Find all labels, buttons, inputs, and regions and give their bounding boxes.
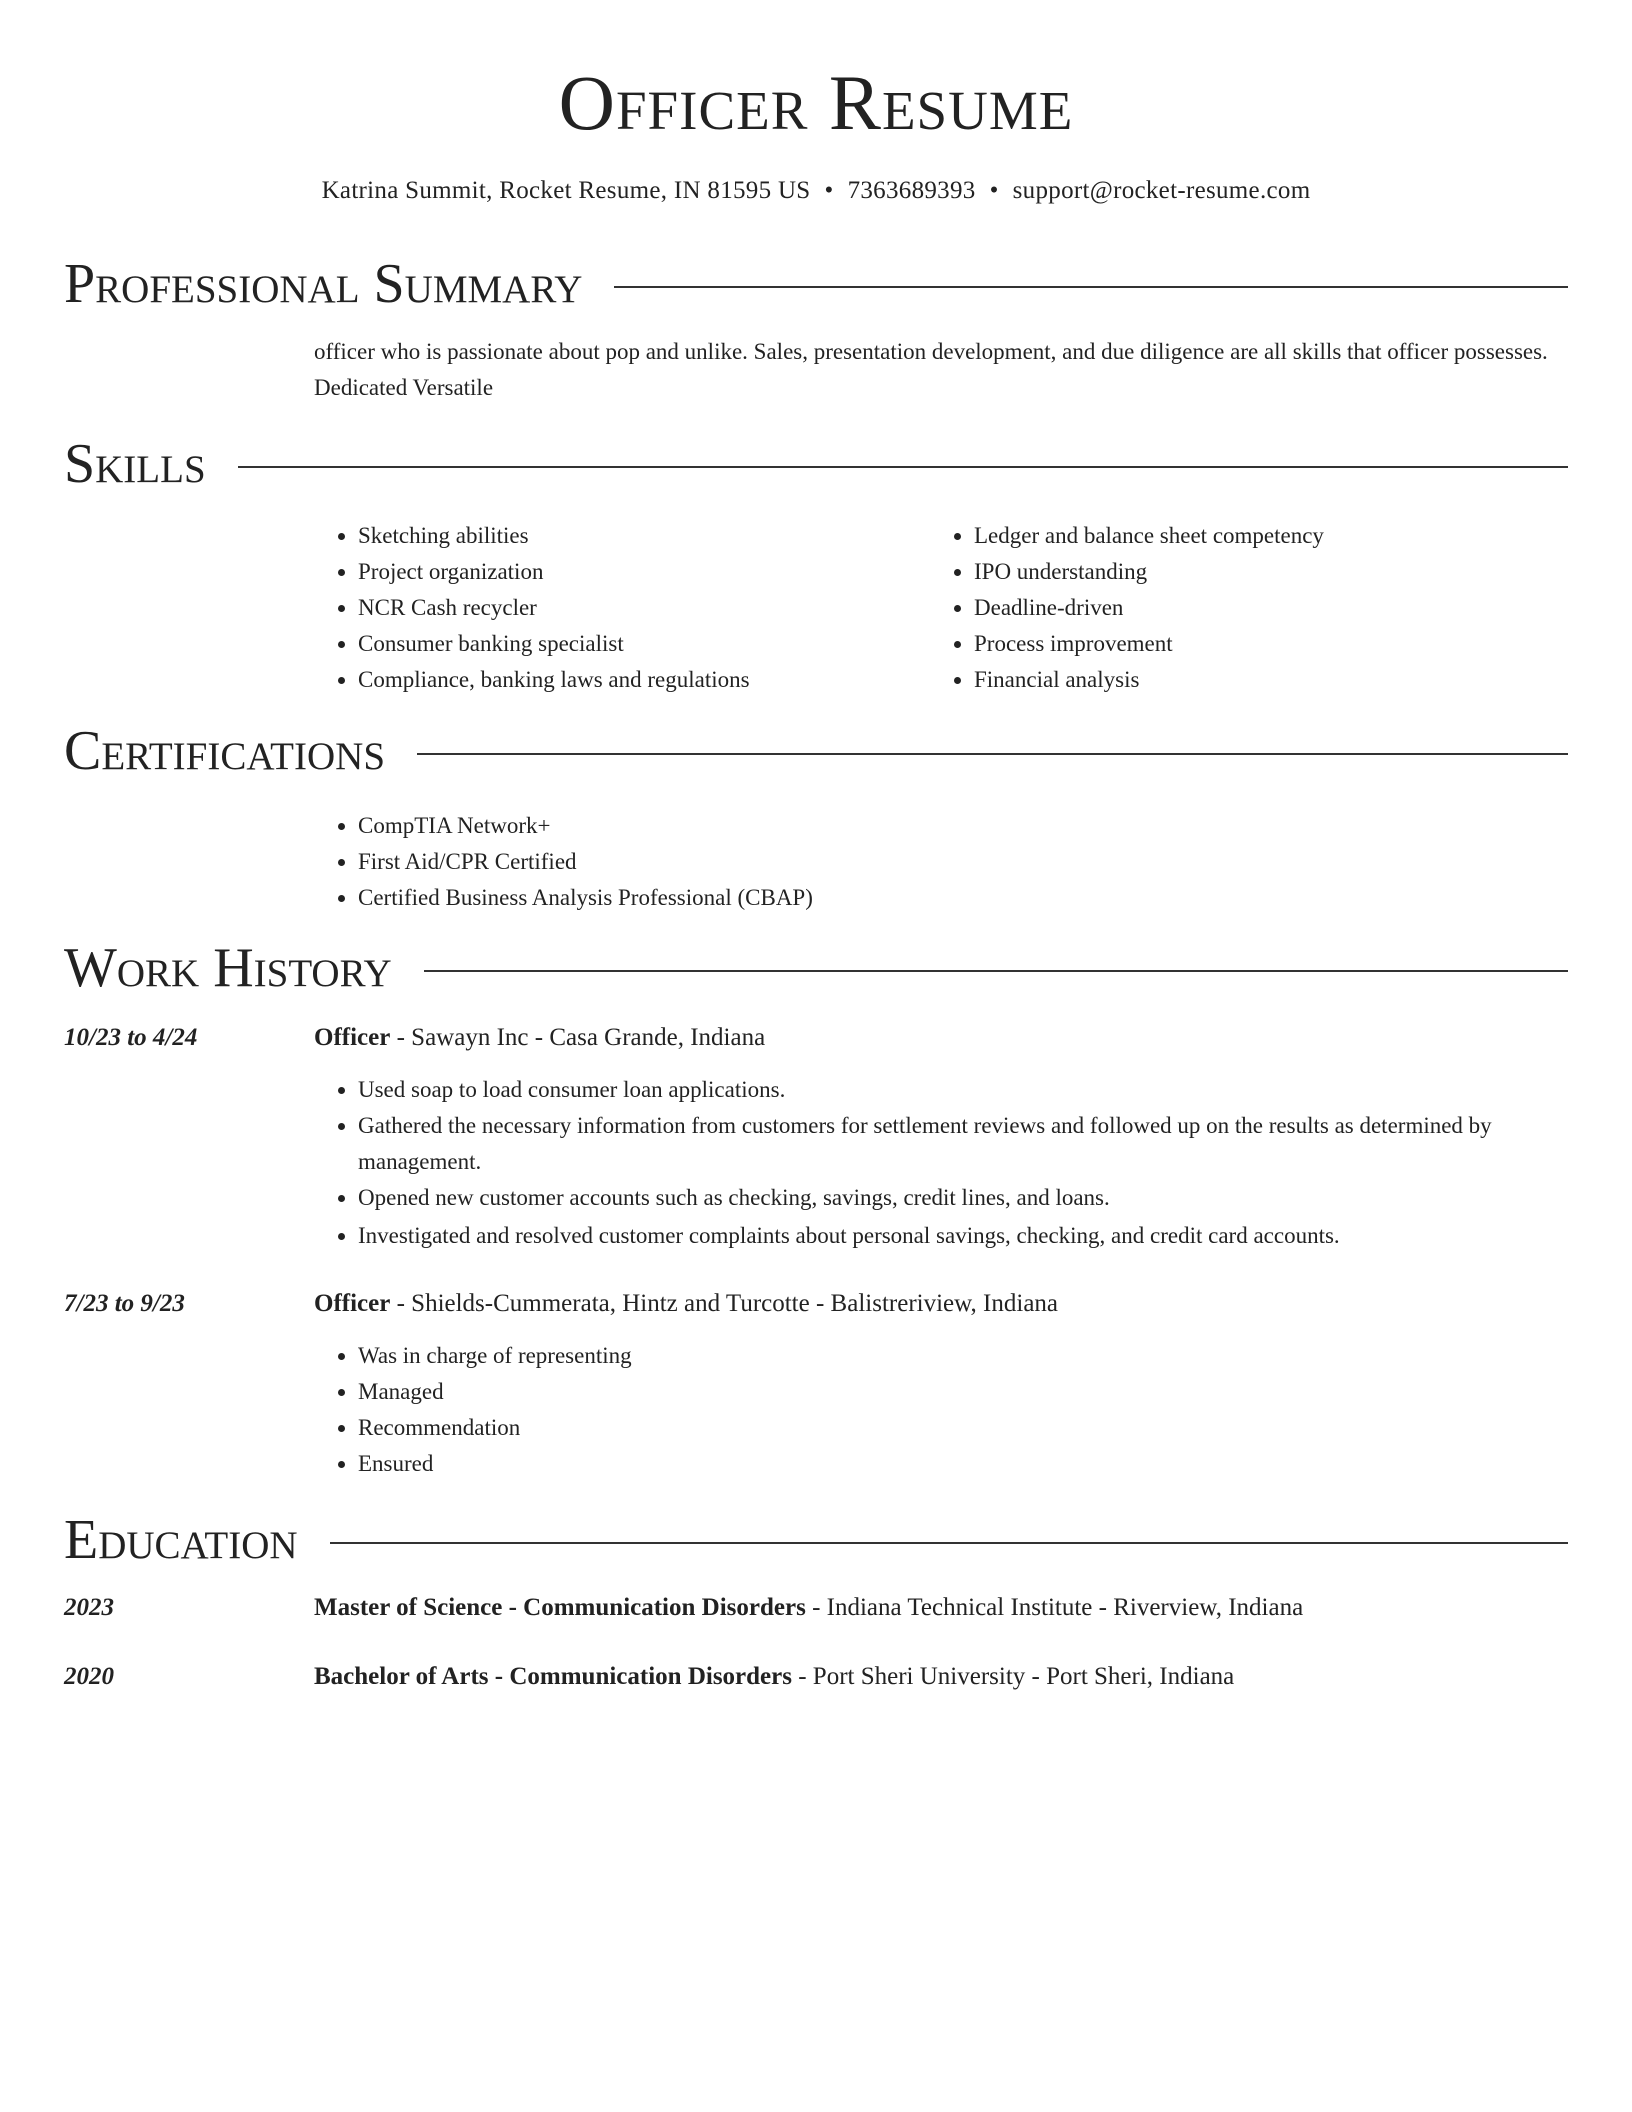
education-entry (314, 1590, 1568, 1626)
job-dates: 7/23 to 9/23 (64, 1290, 185, 1317)
job-bullet-list (314, 1072, 1568, 1254)
section-divider (424, 970, 1568, 972)
job-details: - Shields-Cummerata, Hintz and Turcotte - Balistreriview, Indiana (390, 1290, 1059, 1317)
education-year: 2023 (64, 1594, 114, 1621)
skill-item: • Deadline-driven (974, 590, 1560, 626)
job-title-line (314, 1286, 1568, 1322)
contact-separator: • (824, 177, 834, 204)
job-bullet: • Used soap to load consumer loan applications. (358, 1072, 1568, 1108)
job-bullet: • Was in charge of representing (358, 1338, 1568, 1374)
education-entry (314, 1659, 1568, 1695)
section-title: Work History (64, 937, 392, 999)
job-bullet: • Investigated and resolved customer complaints about personal savings, checking, and credit card accounts. (358, 1218, 1568, 1254)
skills-column-right (930, 518, 1560, 698)
certifications-section-header (64, 721, 1568, 781)
section-divider (238, 466, 1568, 468)
skills-section-header (64, 434, 1568, 494)
job-title-line (314, 1020, 1568, 1056)
job-bullet-list (314, 1338, 1568, 1482)
contact-address: Katrina Summit, Rocket Resume, IN 81595 US (321, 177, 811, 204)
section-title: Certifications (64, 720, 386, 782)
skill-item: • Project organization (358, 554, 914, 590)
job-bullet: • Gathered the necessary information from customers for settlement reviews and followed up on the results as determined by management. (358, 1108, 1568, 1180)
skill-item: • Ledger and balance sheet competency (974, 518, 1560, 554)
contact-line (0, 174, 1632, 208)
education-degree: Master of Science - Communication Disorders (314, 1594, 806, 1621)
education-section-header (64, 1510, 1568, 1570)
summary-text: officer who is passionate about pop and unlike. Sales, presentation development, and due diligence are all skills that officer possesses. Dedicated Versatile (314, 339, 1548, 400)
job-role: Officer (314, 1290, 391, 1317)
skill-item: • IPO understanding (974, 554, 1560, 590)
section-title: Skills (64, 433, 206, 495)
job-role: Officer (314, 1024, 391, 1051)
summary-section-header (64, 254, 1568, 314)
job-details: - Sawayn Inc - Casa Grande, Indiana (390, 1024, 766, 1051)
education-degree: Bachelor of Arts - Communication Disorders (314, 1663, 792, 1690)
education-year: 2020 (64, 1663, 114, 1690)
skill-item: • Consumer banking specialist (358, 626, 914, 662)
skill-item: • Process improvement (974, 626, 1560, 662)
page-title: Officer Resume (558, 59, 1074, 146)
job-bullet: • Managed (358, 1374, 1568, 1410)
work-history-section-header (64, 938, 1568, 998)
section-title: Education (64, 1509, 298, 1571)
certifications-list (314, 808, 1568, 916)
skill-item: • Sketching abilities (358, 518, 914, 554)
section-divider (614, 286, 1568, 288)
job-dates: 10/23 to 4/24 (64, 1024, 198, 1051)
job-bullet: • Ensured (358, 1446, 1568, 1482)
job-bullet: • Opened new customer accounts such as checking, savings, credit lines, and loans. (358, 1180, 1568, 1216)
education-details: - Indiana Technical Institute - Riverview, Indiana (805, 1594, 1304, 1621)
contact-separator: • (989, 177, 999, 204)
certification-item: • First Aid/CPR Certified (358, 844, 1568, 880)
skills-column-left (314, 518, 914, 698)
section-title: Professional Summary (64, 253, 583, 315)
skill-item: • NCR Cash recycler (358, 590, 914, 626)
certification-item: • Certified Business Analysis Professional (CBAP) (358, 880, 1568, 916)
section-divider (417, 753, 1568, 755)
section-divider (330, 1542, 1568, 1544)
skill-item: • Compliance, banking laws and regulations (358, 662, 914, 698)
contact-email: support@rocket-resume.com (1012, 177, 1311, 204)
job-bullet: • Recommendation (358, 1410, 1568, 1446)
education-details: - Port Sheri University - Port Sheri, Indiana (791, 1663, 1235, 1690)
contact-phone: 7363689393 (847, 177, 976, 204)
certification-item: • CompTIA Network+ (358, 808, 1568, 844)
skill-item: • Financial analysis (974, 662, 1560, 698)
